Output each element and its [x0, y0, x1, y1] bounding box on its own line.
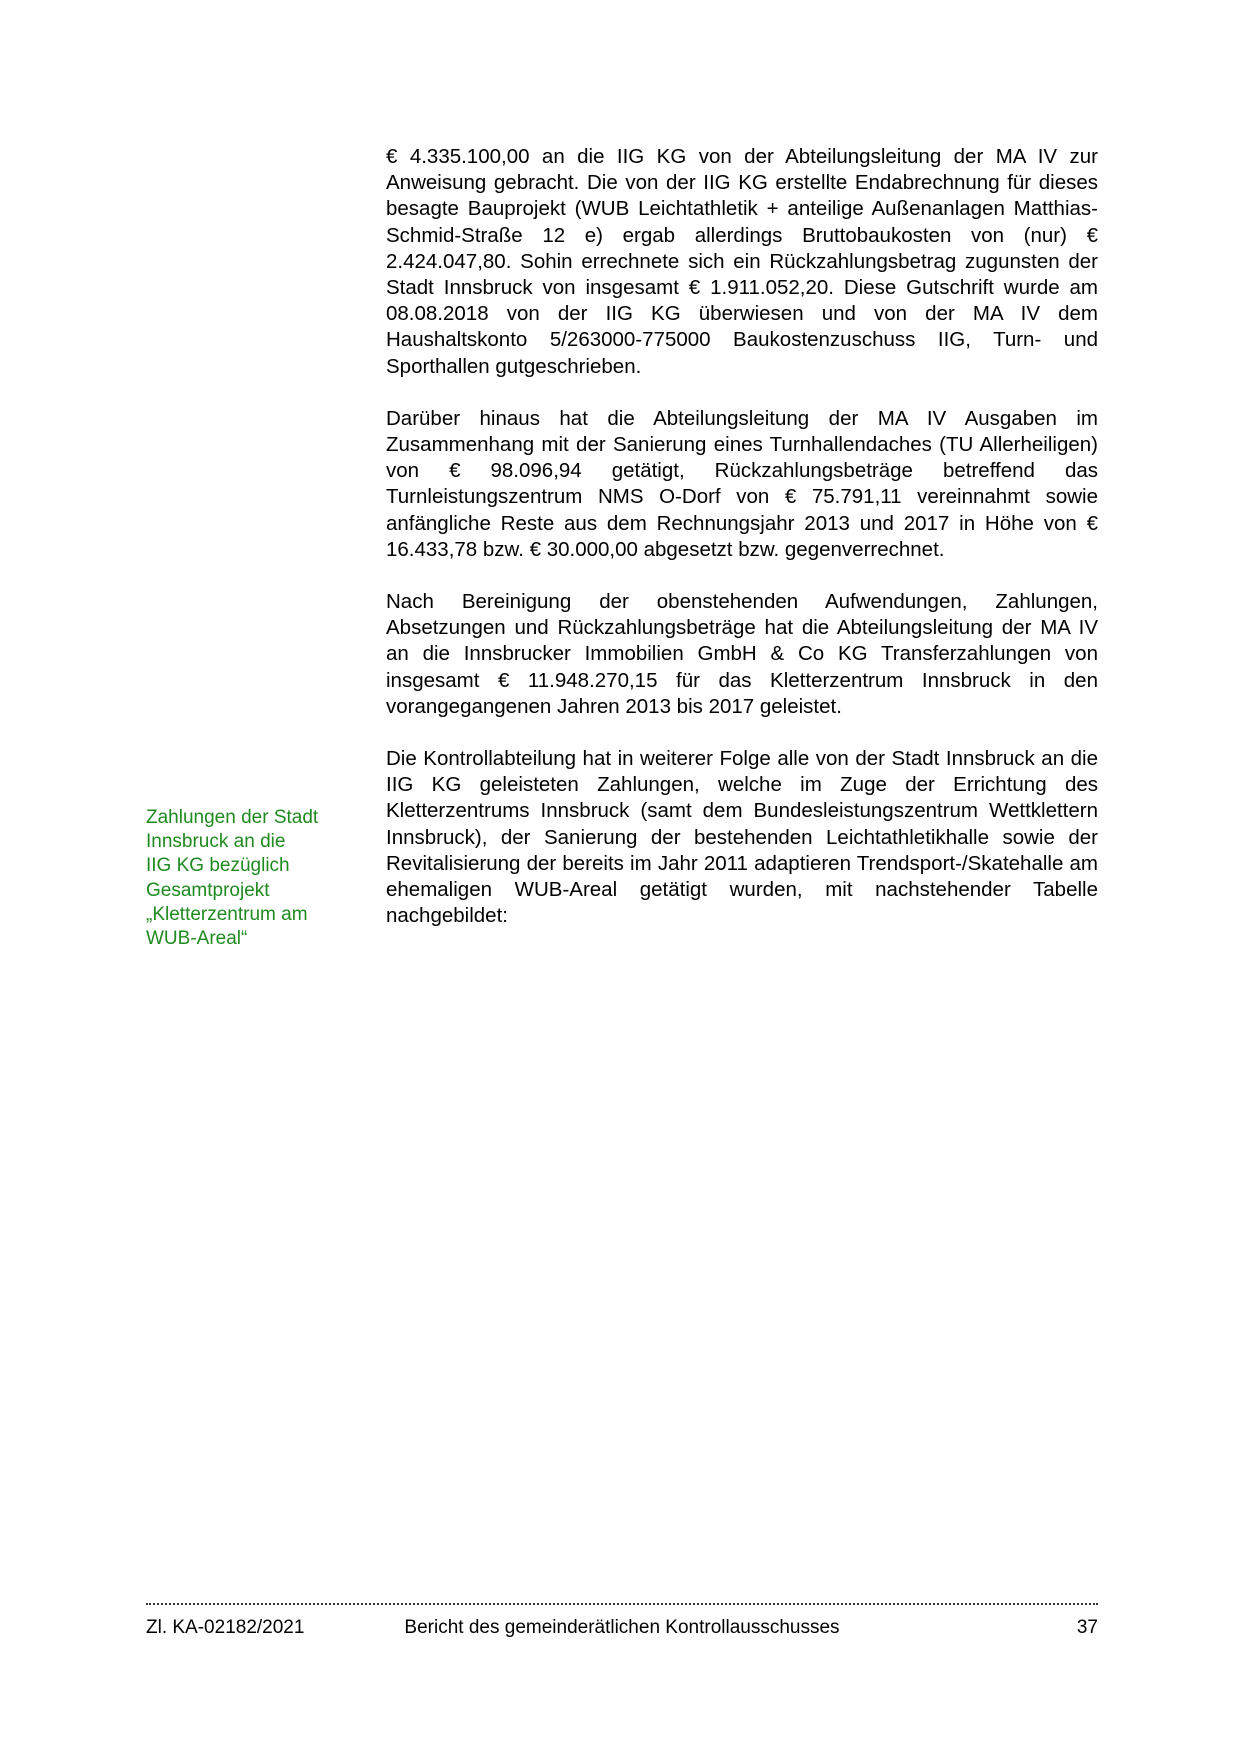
margin-note-line: Zahlungen der Stadt	[146, 807, 319, 828]
page-number: 37	[1076, 1617, 1098, 1638]
body-text	[386, 144, 1098, 955]
paragraph-net-transfers: Nach Bereinigung der obenstehenden Aufwendungen, Zahlungen, Absetzungen und Rückzahlungsbeträge hat die Abteilungsleitung der MA IV an die Innsbrucker Immobilien GmbH & Co KG Transferzahlungen von insgesamt € 11.948.270,15 für das Kletterzentrum Innsbruck in den vorangegangenen Jahren 2013 bis 2017 geleistet.	[386, 590, 1098, 718]
page-footer	[146, 1616, 1098, 1642]
paragraph-transfer-refund: € 4.335.100,00 an die IIG KG von der Abteilungsleitung der MA IV zur Anweisung gebracht. Die von der IIG KG erstellte Endabrechnung für dieses besagte Bauprojekt (WUB Leichtathletik + anteilige Außenanlagen Matthias-Schmid-Straße 12 e) ergab allerdings Bruttobaukosten von (nur) € 2.424.047,80. Sohin errechnete sich ein Rückzahlungsbetrag zugunsten der Stadt Innsbruck von insgesamt € 1.911.052,20. Diese Gutschrift wurde am 08.08.2018 von der IIG KG überwiesen und von der MA IV dem Haushaltskonto 5/263000-775000 Baukostenzuschuss IIG, Turn- und Sporthallen gutgeschrieben.	[386, 145, 1098, 378]
footer-divider	[146, 1603, 1098, 1605]
margin-note-line: Gesamtprojekt	[146, 879, 270, 901]
margin-note-line: „Kletterzentrum am	[146, 903, 308, 925]
paragraph-table-intro: Die Kontrollabteilung hat in weiterer Folge alle von der Stadt Innsbruck an die IIG KG geleisteten Zahlungen, welche im Zuge der Errichtung des Kletterzentrums Innsbruck (samt dem Bundesleistungszentrum Wettklettern Innsbruck), der Sanierung der bestehenden Leichtathletikhalle sowie der Revitalisierung der bereits im Jahr 2011 adaptieren Trendsport-/Skatehalle am ehemaligen WUB-Areal getätigt wurden, mit nachstehender Tabelle nachgebildet:	[386, 747, 1098, 928]
document-reference: Zl. KA-02182/2021	[146, 1617, 305, 1638]
margin-note-line: Innsbruck an die	[146, 831, 286, 853]
document-title: Bericht des gemeinderätlichen Kontrollausschusses	[404, 1617, 840, 1638]
margin-note-line: IIG KG bezüglich	[146, 855, 290, 877]
margin-note-line: WUB-Areal“	[146, 928, 248, 950]
margin-note	[146, 806, 346, 951]
paragraph-additional-expenses: Darüber hinaus hat die Abteilungsleitung der MA IV Ausgaben im Zusammenhang mit der Sanierung eines Turnhallendaches (TU Allerheiligen) von € 98.096,94 getätigt, Rückzahlungsbeträge betreffend das Turnleistungszentrum NMS O-Dorf von € 75.791,11 vereinnahmt sowie anfängliche Reste aus dem Rechnungsjahr 2013 und 2017 in Höhe von € 16.433,78 bzw. € 30.000,00 abgesetzt bzw. gegenverrechnet.	[386, 406, 1098, 561]
